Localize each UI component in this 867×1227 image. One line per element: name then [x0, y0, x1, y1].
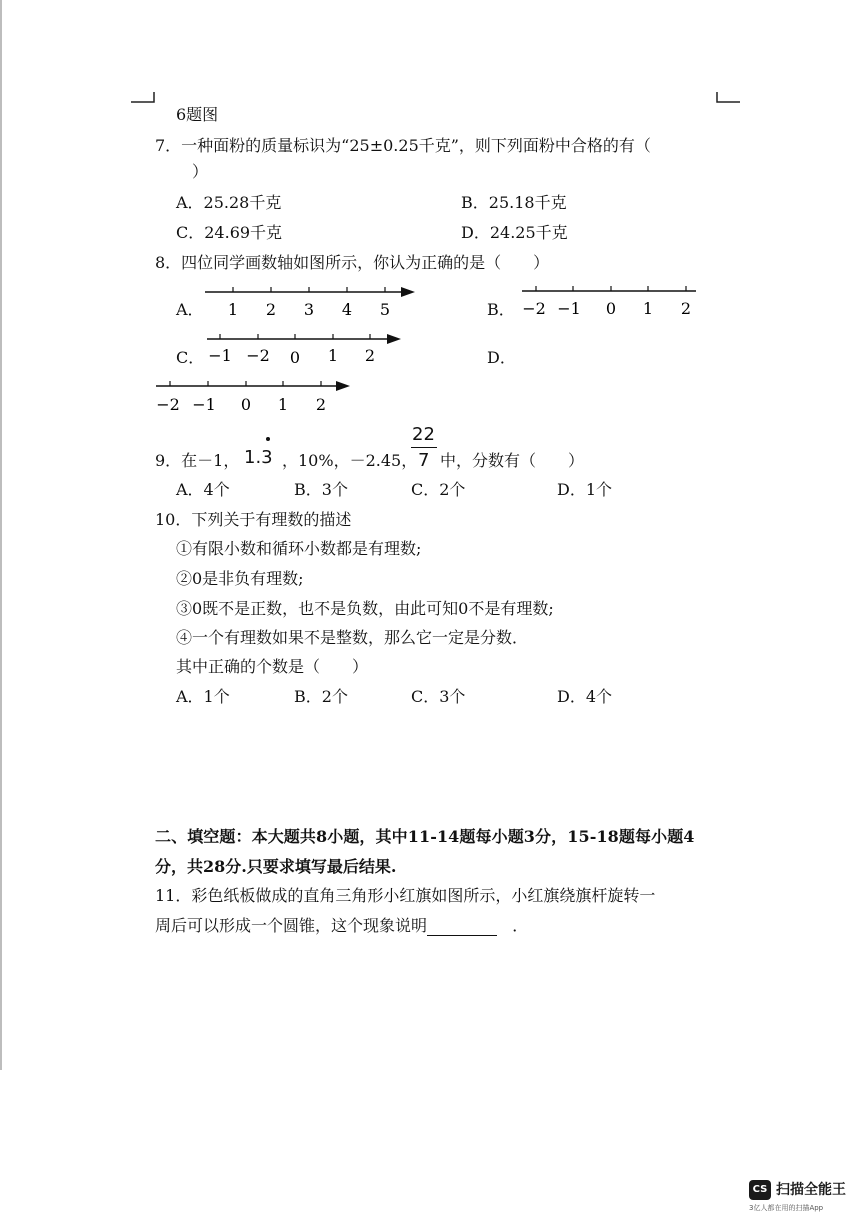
- q9-repeating-decimal: 1.3: [244, 447, 273, 468]
- q10-stem: 10．下列关于有理数的描述: [155, 510, 352, 529]
- axis-c-tick-label: −1: [208, 346, 232, 365]
- q11-line-2: [155, 916, 528, 936]
- axis-a-tick-label: 1: [227, 300, 239, 319]
- fraction-bar: [411, 447, 437, 448]
- q9-option-d: D．1个: [557, 480, 613, 499]
- q7-option-a: A．25.28千克: [176, 193, 282, 212]
- section-2-heading-line-1: 二、填空题：本大题共8小题，其中11-14题每小题3分，15-18题每小题4: [155, 827, 695, 846]
- q9-middle: ，10%，－2.45，: [282, 451, 418, 470]
- axis-d-tick-label: −2: [156, 395, 180, 414]
- axis-a-tick-label: 5: [379, 300, 391, 319]
- cs-logo-icon: CS: [749, 1180, 771, 1200]
- axis-b-tick-label: 2: [680, 299, 692, 318]
- q9-suffix: 中，分数有（ ）: [440, 451, 585, 470]
- q7-option-b: B．25.18千克: [461, 193, 567, 212]
- answer-blank: [427, 919, 497, 936]
- axis-b-tick-label: −2: [522, 299, 546, 318]
- q7-option-d: D．24.25千克: [461, 223, 568, 242]
- q8-label-a: A．: [176, 300, 204, 319]
- q10-option-b: B．2个: [294, 687, 348, 706]
- axis-b-tick-label: 0: [605, 299, 617, 318]
- q7-option-c: C．24.69千克: [176, 223, 283, 242]
- q10-statement-3: ③0既不是正数，也不是负数，由此可知0不是有理数;: [176, 599, 554, 618]
- q9-option-a: A．4个: [176, 480, 230, 499]
- q11-line-2-end: ．: [512, 916, 529, 935]
- q10-statement-1: ①有限小数和循环小数都是有理数;: [176, 539, 422, 558]
- q11-line-2-text: 周后可以形成一个圆锥，这个现象说明: [155, 916, 428, 935]
- q9-option-b: B．3个: [294, 480, 348, 499]
- axis-d-tick-label: 1: [277, 395, 289, 414]
- axis-a-tick-label: 2: [265, 300, 277, 319]
- number-line-b: [516, 283, 701, 323]
- q8-label-b: B．: [487, 300, 515, 319]
- axis-c-tick-label: 2: [364, 346, 376, 365]
- q8-label-d: D．: [487, 348, 516, 367]
- crop-mark-left: [130, 92, 156, 104]
- q10-statement-2: ②0是非负有理数;: [176, 569, 304, 588]
- axis-c-tick-label: 0: [289, 348, 301, 367]
- axis-d-tick-label: −1: [192, 395, 216, 414]
- axis-d-tick-label: 2: [315, 395, 327, 414]
- q9-option-c: C．2个: [411, 480, 466, 499]
- q10-statement-4: ④一个有理数如果不是整数，那么它一定是分数．: [176, 628, 529, 647]
- axis-a-tick-label: 4: [341, 300, 353, 319]
- axis-d-tick-label: 0: [240, 395, 252, 414]
- watermark-subtitle: 3亿人都在用的扫描App: [749, 1204, 824, 1212]
- axis-b-tick-label: −1: [557, 299, 581, 318]
- crop-mark-right: [716, 92, 742, 104]
- q7-stem: 7．一种面粉的质量标识为“25±0.25千克”，则下列面粉中合格的有（: [155, 136, 651, 155]
- q10-option-a: A．1个: [176, 687, 230, 706]
- q10-option-c: C．3个: [411, 687, 466, 706]
- q7-stem-end: ）: [192, 162, 209, 181]
- q10-option-d: D．4个: [557, 687, 613, 706]
- section-2-heading-line-2: 分，共28分.只要求填写最后结果.: [155, 857, 397, 876]
- axis-a-tick-label: 3: [303, 300, 315, 319]
- q10-question: 其中正确的个数是（ ）: [176, 657, 369, 676]
- figure-caption: 6题图: [176, 105, 219, 124]
- axis-c-tick-label: 1: [327, 346, 339, 365]
- watermark-title: 扫描全能王: [776, 1182, 846, 1198]
- number-line-d: [152, 377, 357, 417]
- q11-line-1: 11．彩色纸板做成的直角三角形小红旗如图所示，小红旗绕旗杆旋转一: [155, 886, 656, 905]
- q9-prefix: 9．在－1，: [155, 451, 240, 470]
- left-scan-edge: [0, 0, 2, 1070]
- repeating-dot-icon: [265, 436, 271, 442]
- axis-b-tick-label: 1: [642, 299, 654, 318]
- q9-fraction-numerator: 22: [412, 424, 435, 445]
- q9-fraction-denominator: 7: [418, 450, 430, 471]
- q8-stem: 8．四位同学画数轴如图所示，你认为正确的是（ ）: [155, 253, 550, 272]
- number-line-c: [203, 330, 408, 370]
- q8-label-c: C．: [176, 348, 205, 367]
- number-line-a: [205, 283, 420, 323]
- axis-c-tick-label: −2: [246, 346, 270, 365]
